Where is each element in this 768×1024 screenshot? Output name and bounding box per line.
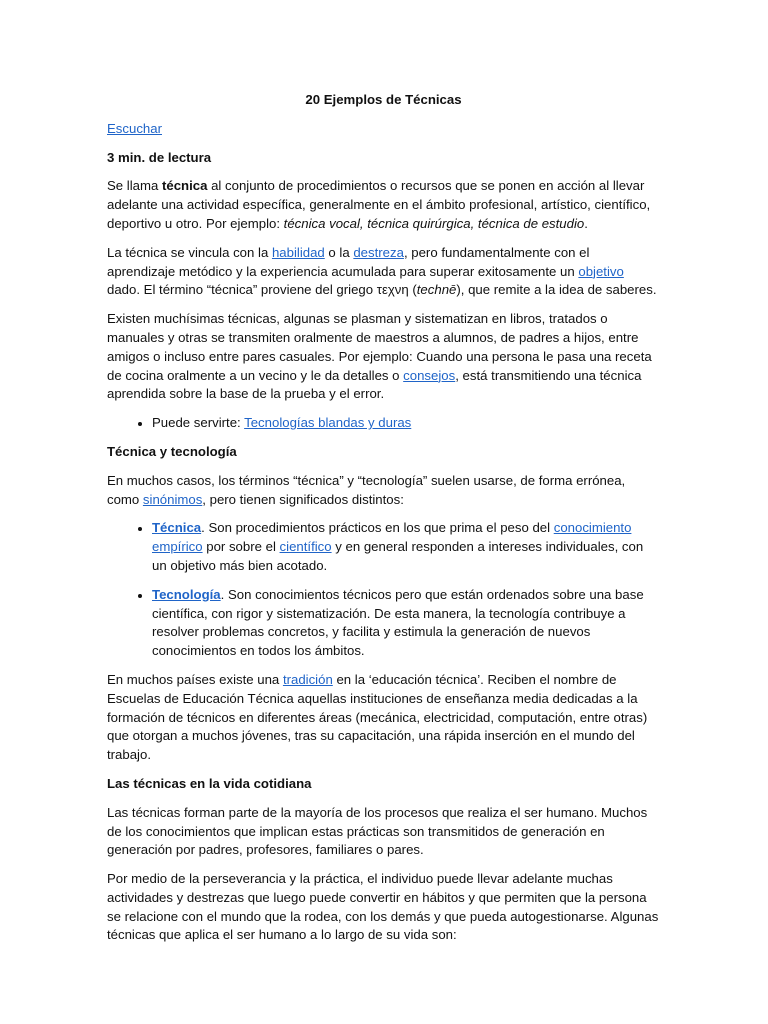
link-cientifico[interactable]: científico [279, 539, 332, 555]
paragraph-intro: Se llama técnica al conjunto de procedimientos o recursos que se ponen en acción al llevar adelante una actividad específica, generalmente en el ámbito profesional, artístico, científico, deportivo u otro. Por ejemplo: técnica vocal, técnica quirúrgica, técnica de estudio. [107, 178, 651, 231]
link-conocimiento-empirico[interactable]: conocimiento empírico [152, 520, 632, 555]
paragraph-education: En muchos países existe una tradición en la ‘educación técnica’. Reciben el nombre de Escuelas de Educación Técnica aquellas instituciones de enseñanza media dedicadas a la formación de técnicos en diferentes áreas (mecánica, electricidad, computación, entre otras) que otorgan a muchos jóvenes, tras su capacitación, una rápida inserción en el mundo del trabajo. [107, 671, 648, 763]
paragraph-transmission: Existen muchísimas técnicas, algunas se plasman y sistematizan en libros, tratados o manuales y otras se transmiten oralmente de maestros a alumnos, de padres a hijos, entre amigos o incluso entre pares casuales. Por ejemplo: Cuando una persona le pasa una receta de cocina oralmente a un vecino y le da detalles o consejos, está transmitiendo una técnica aprendida sobre la base de la prueba y el error. [107, 311, 652, 402]
listen-link[interactable]: Escuchar [107, 120, 162, 136]
paragraph-perseverance: Por medio de la perseverancia y la práctica, el individuo puede llevar adelante muchas actividades y destrezas que luego puede convertir en hábitos y que permiten que la persona se relacione con el mundo que la rodea, con los demás y que pueda autogestionarse. Algunas técnicas que aplica el ser humano a lo largo de su vida son: [107, 871, 659, 943]
link-tecnologia[interactable]: Tecnología [152, 586, 221, 602]
link-objetivo[interactable]: objetivo [578, 263, 624, 279]
link-habilidad[interactable]: habilidad [271, 244, 325, 260]
paragraph-daily-processes: Las técnicas forman parte de la mayoría de los procesos que realiza el ser humano. Muchos de los conocimientos que implican estas prácticas son transmitidos de generación en generación por padres, profesores, familiares o pares. [107, 804, 648, 858]
section-heading-technique-technology: Técnica y tecnología [107, 443, 237, 459]
list-item: • Tecnología. Son conocimientos técnicos pero que están ordenados sobre una base científica, con rigor y sistematización. De esta manera, la tecnología contribuye a resolver problemas concretos, y facilita y estimula la generación de nuevos conocimientos en todos los ámbitos. [152, 586, 660, 661]
link-sinonimos[interactable]: sinónimos [142, 491, 203, 507]
read-time: 3 min. de lectura [107, 149, 212, 165]
definitions-list [107, 519, 660, 661]
paragraph-skill: La técnica se vincula con la habilidad o la destreza, pero fundamentalmente con el aprendizaje metódico y la experiencia acumulada para superar exitosamente un objetivo dado. El término “técnica” proviene del griego τεχνη (technē), que remite a la idea de saberes. [107, 244, 657, 298]
page-title: 20 Ejemplos de Técnicas [305, 92, 462, 107]
paragraph-terms: En muchos casos, los términos “técnica” y “tecnología” suelen usarse, de forma errónea, como sinónimos, pero tienen significados distintos: [107, 472, 626, 507]
list-item: • Puede servirte: Tecnologías blandas y duras [152, 414, 660, 433]
link-destreza[interactable]: destreza [353, 244, 404, 260]
section-heading-daily-life: Las técnicas en la vida cotidiana [107, 775, 312, 791]
link-consejos[interactable]: consejos [403, 367, 456, 383]
link-tecnologias-blandas[interactable]: Tecnologías blandas y duras [244, 415, 412, 431]
link-tecnica[interactable]: Técnica [152, 520, 202, 536]
link-tradicion[interactable]: tradición [282, 671, 333, 687]
list-item: • Técnica. Son procedimientos prácticos en los que prima el peso del conocimiento empírico por sobre el científico y en general responden a intereses individuales, con un objetivo más bien acotado. [152, 519, 660, 575]
related-list [107, 414, 660, 433]
